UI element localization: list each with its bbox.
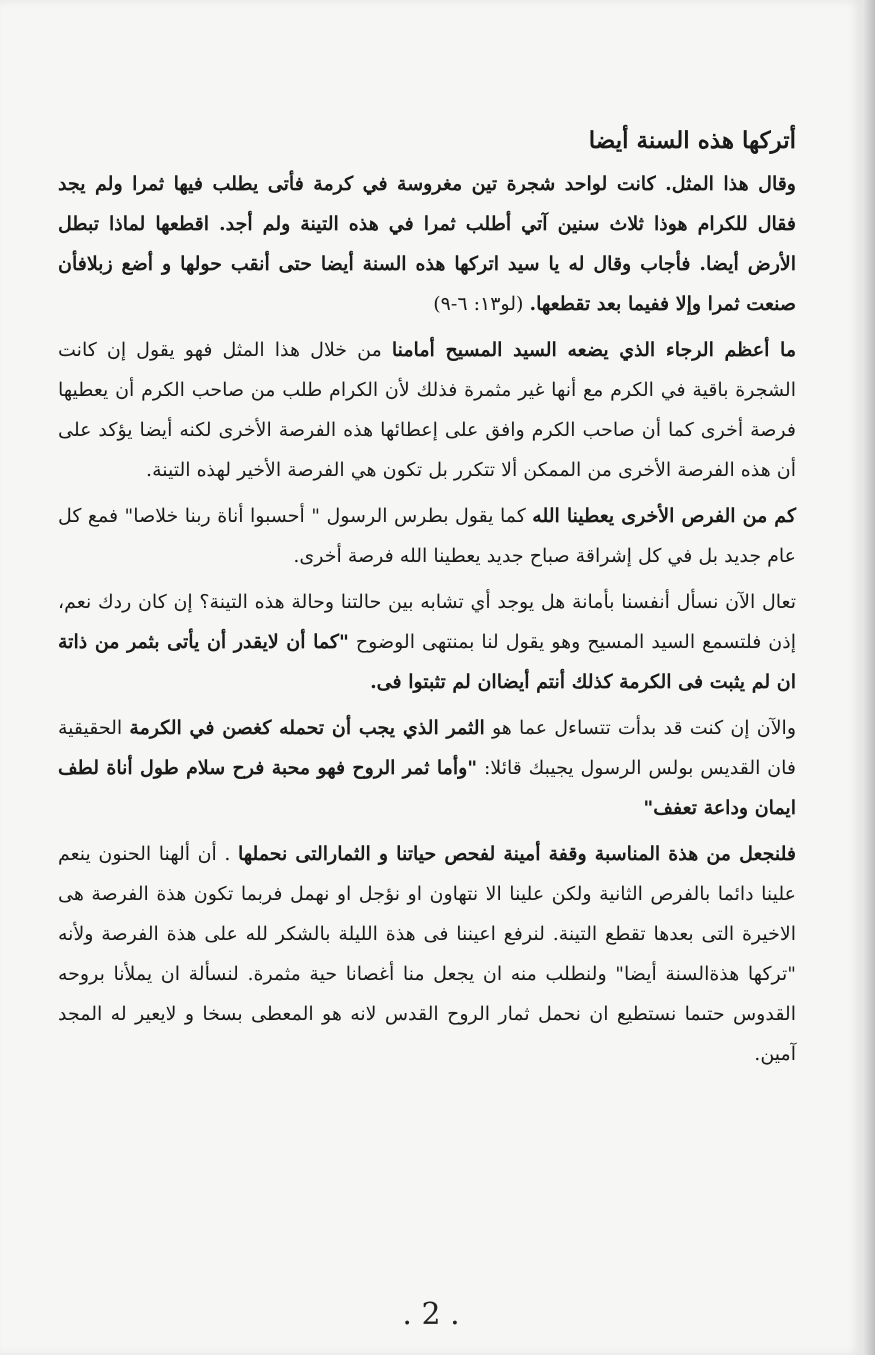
paragraph-5-bold: الثمر الذي يجب أن تحمله كغصن في الكرمة xyxy=(129,717,485,739)
paragraph-1-reference: (لو١٣: ٦-٩) xyxy=(433,293,530,315)
paragraph-3-bold: كم من الفرص الأخرى يعطينا الله xyxy=(532,505,796,527)
paragraph-4-text: تعال الآن نسأل أنفسنا بأمانة هل يوجد أي تشابه بين حالتنا وحالة هذه التينة؟ إن كان ردك نعم، إذن فلتسمع السيد المسيح وهو يقول لنا بمنتهى الوضوح xyxy=(58,591,797,653)
paragraph-2-bold: ما أعظم الرجاء الذي يضعه السيد المسيح أمامنا xyxy=(391,339,796,361)
paragraph-2-text: من خلال هذا المثل فهو يقول إن كانت الشجرة باقية في الكرم مع أنها غير مثمرة فذلك لأن الكرام طلب من صاحب الكرم أن يعطيها فرصة أخرى كما أن صاحب الكرم وافق على إعطائها هذه الفرصة الأخرى لكنه أيضا يؤكد على أن هذه الفرصة الأخرى من الممكن ألا تتكرر بل تكون هي الفرصة الأخير لهذه التينة. xyxy=(58,339,796,481)
page-edge xyxy=(862,0,875,1355)
paragraph-2 xyxy=(58,330,796,490)
paragraph-3 xyxy=(58,496,796,576)
paragraph-5-text-2: الحقيقية فان القديس بولس الرسول يجيبك قائلا: xyxy=(58,717,796,779)
paragraph-4 xyxy=(58,582,796,702)
paragraph-1-bold: وقال هذا المثل. كانت لواحد شجرة تين مغروسة في كرمة فأتى يطلب فيها ثمرا ولم يجد فقال للكرام هوذا ثلاث سنين آتي أطلب ثمرا في هذه التينة ولم أجد. اقطعها لماذا تبطل الأرض أيضا. فأجاب وقال له يا سيد اتركها هذه السنة أيضا حتى أنقب حولها و أضع زبلافأن صنعت ثمرا وإلا ففيما بعد تقطعها. xyxy=(58,173,796,315)
article-title: أتركها هذه السنة أيضا xyxy=(588,127,796,154)
paragraph-6 xyxy=(58,834,796,1074)
paragraph-6-text: . أن ألهنا الحنون ينعم علينا دائما بالفرص الثانية ولكن علينا الا نتهاون او نؤجل او نهمل فربما تكون هذة الفرصة هى الاخيرة التى بعدها تقطع التينة. لنرفع اعيننا فى هذة الليلة بالشكر لله على هذة الفرصة ولأنه "تركها هذةالسنة أيضا" ولنطلب منه ان يجعل منا أغصانا حية مثمرة. لنسألة ان يملأنا بروحه القدوس حتىما نستطيع ان نحمل ثمار الروح القدس لانه هو المعطى بسخا و لايعير له المجد آمين. xyxy=(58,843,796,1065)
paragraph-6-bold: فلنجعل من هذة المناسبة وقفة أمينة لفحص حياتنا و الثمارالتى نحملها xyxy=(237,843,797,865)
article xyxy=(58,118,796,1080)
page-number: . 2 . xyxy=(402,1297,460,1332)
paragraph-5 xyxy=(58,708,796,828)
paragraph-5-text: والآن إن كنت قد بدأت تتساءل عما هو xyxy=(484,717,797,739)
paragraph-1 xyxy=(58,164,796,324)
paragraph-3-text: كما يقول بطرس الرسول " أحسبوا أناة ربنا خلاصا" فمع كل عام جديد بل في كل إشراقة صباح جديد يعطينا الله فرصة أخرى. xyxy=(58,505,796,567)
paragraph-5-quote: "وأما ثمر الروح فهو محبة فرح سلام طول أناة لطف ايمان وداعة تعفف" xyxy=(58,757,796,819)
paragraph-4-quote: "كما أن لايقدر أن يأتى بثمر من ذاتة ان لم يثبت فى الكرمة كذلك أنتم أيضاان لم تثبتوا فى. xyxy=(58,631,796,693)
